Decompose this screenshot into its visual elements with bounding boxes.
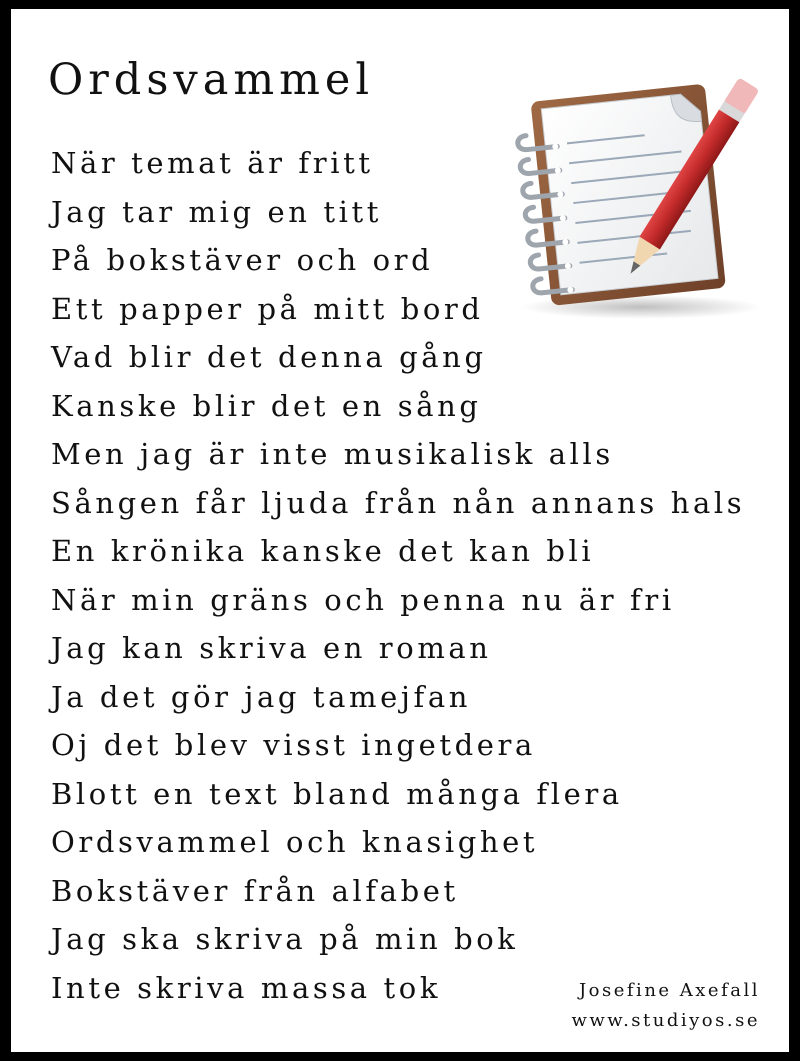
poem-line: Jag tar mig en titt	[51, 194, 382, 229]
poem-line: Vad blir det denna gång	[51, 340, 487, 374]
poem-title: Ordsvammel	[48, 55, 375, 105]
poem-line: Jag kan skriva en roman	[51, 631, 492, 665]
website-url: www.studiyos.se	[571, 1010, 760, 1031]
poster-frame	[11, 9, 789, 1052]
author-name: Josefine Axefall	[578, 980, 760, 1001]
poem-line: När min gräns och penna nu är fri	[51, 582, 675, 617]
poem-line: Ordsvammel och knasighet	[51, 825, 539, 859]
poem-line: En krönika kanske det kan bli	[51, 534, 595, 568]
poem-line: Ett papper på mitt bord	[51, 291, 484, 326]
poem-line: När temat är fritt	[51, 146, 374, 180]
poem-line: Blott en text bland många flera	[51, 776, 623, 811]
poem-line: Ja det gör jag tamejfan	[51, 679, 471, 714]
credits	[571, 976, 760, 1036]
poem-line: Inte skriva massa tok	[51, 970, 441, 1005]
poem-line: På bokstäver och ord	[51, 243, 434, 277]
poem-line: Oj det blev visst ingetdera	[51, 728, 536, 762]
poem-line: Men jag är inte musikalisk alls	[51, 437, 614, 471]
poem-line: Bokstäver från alfabet	[51, 873, 459, 908]
poem-body	[51, 139, 745, 1012]
poem-line: Kanske blir det en sång	[51, 388, 482, 423]
poem-line: Jag ska skriva på min bok	[51, 922, 519, 956]
poem-line: Sången får ljuda från nån annans hals	[51, 485, 746, 520]
